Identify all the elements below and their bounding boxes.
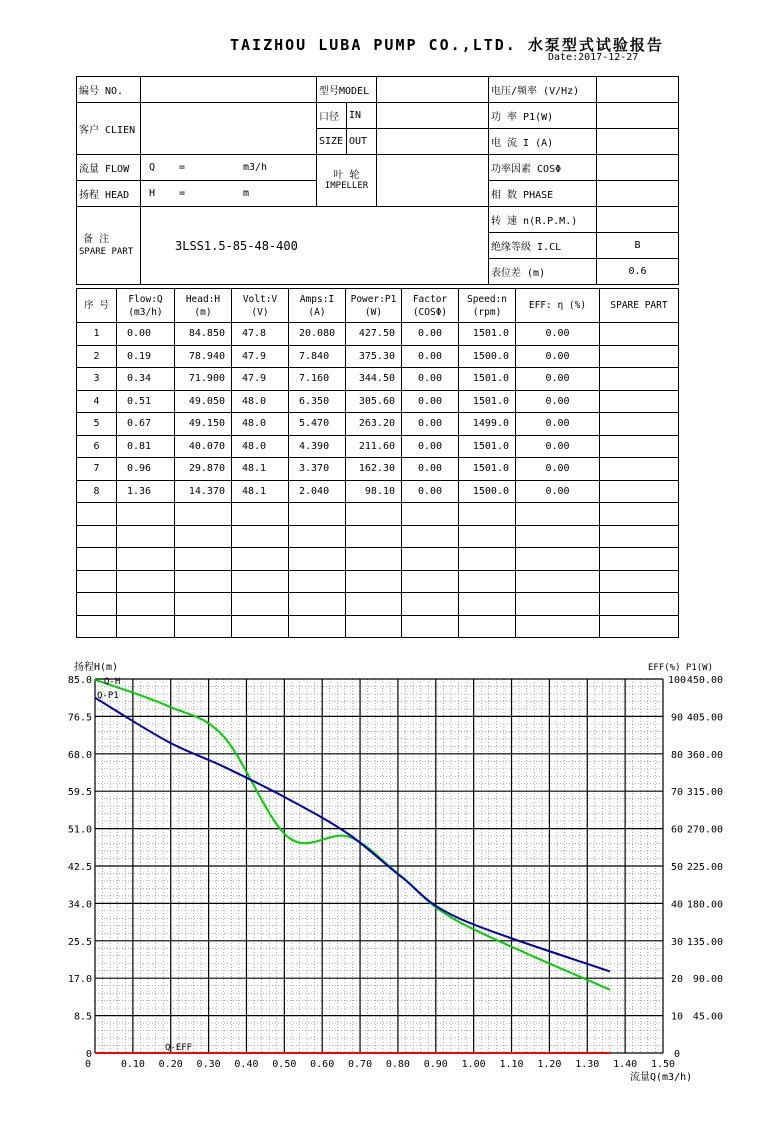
table-cell[interactable]	[289, 548, 346, 571]
no-label: 编号 NO.	[77, 77, 141, 103]
table-cell[interactable]	[346, 548, 402, 571]
table-cell[interactable]: 0.96	[117, 458, 175, 481]
bore-label: 口径	[317, 103, 347, 129]
y-head-tick-label: 85.0	[67, 675, 92, 686]
y-head-tick-label: 25.5	[67, 936, 92, 948]
y-power-tick-label: 450.00	[686, 675, 723, 686]
table-cell[interactable]: 49.050	[175, 390, 232, 413]
table-cell[interactable]: 71.900	[175, 368, 232, 391]
y-eff-tick-label: 80	[670, 749, 684, 761]
col-header-line1: Head:H	[185, 293, 221, 305]
y-eff-tick-label: 60	[670, 824, 684, 836]
table-cell[interactable]	[289, 525, 346, 548]
table-cell[interactable]	[346, 570, 402, 593]
col-header-line2: (rpm)	[472, 306, 502, 318]
speed-value[interactable]	[597, 207, 679, 233]
y-eff-tick-label: 70	[670, 787, 684, 799]
table-cell[interactable]: 1501.0	[459, 435, 516, 458]
table-cell[interactable]: 1501.0	[459, 390, 516, 413]
x-tick-label: 1.30	[575, 1059, 600, 1070]
x-tick-label: 0.40	[234, 1059, 259, 1070]
table-cell[interactable]: 98.10	[346, 480, 402, 503]
table-cell[interactable]: 29.870	[175, 458, 232, 481]
x-tick-label: 1.10	[499, 1059, 524, 1070]
table-cell[interactable]: 0.00	[402, 323, 459, 346]
table-cell[interactable]: 344.50	[346, 368, 402, 391]
table-cell[interactable]	[232, 593, 289, 616]
col-header-line1: Amps:I	[299, 293, 335, 305]
table-row	[77, 368, 679, 391]
model-label: 型号MODEL	[317, 77, 377, 103]
size-label: SIZE	[317, 129, 347, 155]
table-cell[interactable]	[516, 593, 600, 616]
flow-q: Q	[149, 162, 156, 173]
y-left-label: 扬程H(m)	[74, 662, 119, 673]
table-cell[interactable]	[600, 525, 679, 548]
flow-value[interactable]	[141, 155, 317, 181]
y-head-tick-label: 34.0	[67, 899, 92, 911]
table-cell[interactable]: 3	[77, 368, 117, 391]
table-cell[interactable]: 0.00	[402, 413, 459, 436]
table-cell[interactable]: 48.0	[232, 390, 289, 413]
table-cell[interactable]: 6	[77, 435, 117, 458]
table-cell[interactable]: 84.850	[175, 323, 232, 346]
y-power-tick-label: 45.00	[692, 1011, 723, 1023]
col-header	[175, 289, 232, 323]
remarks-label	[77, 207, 141, 285]
pf-label: 功率因素 COSΦ	[489, 155, 597, 181]
col-header	[289, 289, 346, 323]
table-cell[interactable]: 5.470	[289, 413, 346, 436]
table-cell[interactable]	[289, 593, 346, 616]
table-cell[interactable]	[600, 323, 679, 346]
table-cell[interactable]	[459, 503, 516, 526]
table-cell[interactable]	[117, 525, 175, 548]
table-row	[77, 503, 679, 526]
flow-eq: =	[179, 162, 186, 173]
col-header-line2: (V)	[251, 306, 269, 318]
table-cell[interactable]: 1500.0	[459, 480, 516, 503]
table-cell[interactable]: 49.150	[175, 413, 232, 436]
table-cell[interactable]: 0.81	[117, 435, 175, 458]
table-cell[interactable]	[175, 615, 232, 638]
table-cell[interactable]	[516, 615, 600, 638]
table-cell[interactable]: 1501.0	[459, 323, 516, 346]
y-power-tick-label: 135.00	[686, 936, 723, 948]
y-eff-tick-label: 30	[670, 936, 684, 948]
table-cell[interactable]	[346, 615, 402, 638]
col-header-line1: 序 号	[84, 300, 109, 311]
table-cell[interactable]	[175, 525, 232, 548]
table-cell[interactable]: 211.60	[346, 435, 402, 458]
table-cell[interactable]	[232, 503, 289, 526]
table-row	[77, 435, 679, 458]
y-eff-tick-label: 0	[673, 1049, 681, 1060]
table-cell[interactable]: 1	[77, 323, 117, 346]
client-value[interactable]	[141, 103, 317, 155]
table-cell[interactable]: 0.00	[516, 323, 600, 346]
table-cell[interactable]	[117, 615, 175, 638]
x-tick-label: 0	[84, 1059, 91, 1070]
table-cell[interactable]	[600, 503, 679, 526]
y-head-tick-label: 68.0	[67, 749, 92, 761]
x-tick-label: 0.20	[158, 1059, 183, 1070]
flow-label: 流量 FLOW	[77, 155, 141, 181]
table-cell[interactable]	[346, 525, 402, 548]
table-cell[interactable]: 4.390	[289, 435, 346, 458]
table-cell[interactable]	[346, 503, 402, 526]
table-cell[interactable]: 48.1	[232, 458, 289, 481]
table-cell[interactable]: 2.040	[289, 480, 346, 503]
table-cell[interactable]: 7.160	[289, 368, 346, 391]
table-cell[interactable]: 47.9	[232, 368, 289, 391]
col-header-line2: (m)	[194, 306, 212, 318]
table-cell[interactable]: 0.19	[117, 345, 175, 368]
table-cell[interactable]: 0.67	[117, 413, 175, 436]
table-cell[interactable]	[77, 503, 117, 526]
current-value[interactable]	[597, 129, 679, 155]
impeller-label	[317, 155, 377, 207]
table-cell[interactable]: 5	[77, 413, 117, 436]
table-cell[interactable]: 48.0	[232, 435, 289, 458]
table-cell[interactable]	[175, 570, 232, 593]
table-cell[interactable]	[289, 503, 346, 526]
impeller-value[interactable]	[377, 155, 489, 207]
performance-chart	[0, 655, 769, 1129]
table-cell[interactable]: 0.00	[516, 345, 600, 368]
table-cell[interactable]	[77, 615, 117, 638]
table-cell[interactable]: 0.00	[402, 390, 459, 413]
table-cell[interactable]	[516, 548, 600, 571]
table-cell[interactable]: 375.30	[346, 345, 402, 368]
col-header	[232, 289, 289, 323]
y-power-tick-label: 270.00	[686, 824, 723, 836]
y-head-tick-label: 59.5	[67, 787, 92, 799]
table-cell[interactable]: 0.00	[516, 480, 600, 503]
y-eff-tick-label: 90	[670, 712, 684, 724]
col-header-line1: Speed:n	[466, 293, 508, 305]
y-eff-tick-label: 40	[670, 899, 684, 911]
table-cell[interactable]	[402, 570, 459, 593]
table-cell[interactable]	[175, 593, 232, 616]
table-cell[interactable]: 0.00	[516, 413, 600, 436]
power-label: 功 率 P1(W)	[489, 103, 597, 129]
col-header-line2: (W)	[364, 306, 383, 318]
x-tick-label: 0.80	[385, 1059, 410, 1070]
y-right-label: EFF(%) P1(W)	[648, 663, 714, 673]
voltage-value[interactable]	[597, 77, 679, 103]
table-cell[interactable]: 427.50	[346, 323, 402, 346]
x-tick-label: 0.60	[310, 1059, 335, 1070]
col-header-line1: Factor	[412, 293, 448, 305]
table-cell[interactable]: 1501.0	[459, 458, 516, 481]
info-table	[76, 76, 679, 285]
table-cell[interactable]	[77, 593, 117, 616]
table-cell[interactable]: 0.00	[516, 368, 600, 391]
series-label-q-eff: Q-EFF	[165, 1043, 193, 1053]
table-cell[interactable]: 0.00	[402, 458, 459, 481]
table-cell[interactable]	[459, 525, 516, 548]
table-cell[interactable]: 2	[77, 345, 117, 368]
table-cell[interactable]	[600, 345, 679, 368]
col-header	[600, 289, 679, 323]
table-cell[interactable]: 0.00	[402, 480, 459, 503]
col-header	[117, 289, 175, 323]
table-row	[77, 413, 679, 436]
table-cell[interactable]	[459, 548, 516, 571]
series-label-q-p1: Q-P1	[97, 691, 119, 701]
impeller-label-en: IMPELLER	[324, 180, 369, 191]
y-head-tick-label: 42.5	[67, 862, 92, 873]
col-header-line2: (A)	[308, 306, 326, 318]
table-row	[77, 525, 679, 548]
col-header	[77, 289, 117, 323]
table-cell[interactable]	[459, 615, 516, 638]
table-cell[interactable]: 48.0	[232, 413, 289, 436]
remarks-label-en: SPARE PART	[79, 246, 134, 257]
table-cell[interactable]	[402, 503, 459, 526]
table-cell[interactable]: 1500.0	[459, 345, 516, 368]
y-eff-tick-label: 10	[670, 1011, 684, 1023]
y-power-tick-label: 315.00	[686, 787, 723, 799]
table-cell[interactable]: 4	[77, 390, 117, 413]
table-cell[interactable]	[117, 570, 175, 593]
x-tick-label: 1.20	[537, 1059, 562, 1070]
table-row	[77, 593, 679, 616]
model-value[interactable]	[377, 77, 489, 103]
pf-value[interactable]	[597, 155, 679, 181]
table-row	[77, 458, 679, 481]
table-cell[interactable]	[600, 593, 679, 616]
table-cell[interactable]: 47.8	[232, 323, 289, 346]
client-label: 客户 CLIEN	[77, 103, 141, 155]
y-eff-tick-label: 100	[667, 675, 687, 686]
col-header	[516, 289, 600, 323]
in-label: IN	[347, 103, 377, 129]
y-power-tick-label: 90.00	[692, 974, 723, 986]
table-cell[interactable]: 78.940	[175, 345, 232, 368]
table-cell[interactable]: 0.00	[402, 435, 459, 458]
table-cell[interactable]	[77, 570, 117, 593]
table-cell[interactable]	[600, 435, 679, 458]
table-header-row	[77, 289, 679, 323]
table-cell[interactable]	[402, 525, 459, 548]
report-date: Date:2017-12-27	[548, 52, 639, 63]
table-cell[interactable]	[117, 548, 175, 571]
table-cell[interactable]	[516, 570, 600, 593]
table-cell[interactable]	[600, 390, 679, 413]
col-header	[459, 289, 516, 323]
table-cell[interactable]	[516, 525, 600, 548]
table-cell[interactable]: 8	[77, 480, 117, 503]
table-row	[77, 345, 679, 368]
table-cell[interactable]	[459, 593, 516, 616]
phase-label: 相 数 PHASE	[489, 181, 597, 207]
voltage-label: 电压/频率 (V/Hz)	[489, 77, 597, 103]
table-cell[interactable]: 1501.0	[459, 368, 516, 391]
table-cell[interactable]: 48.1	[232, 480, 289, 503]
table-cell[interactable]: 305.60	[346, 390, 402, 413]
table-cell[interactable]: 263.20	[346, 413, 402, 436]
table-cell[interactable]: 7	[77, 458, 117, 481]
table-cell[interactable]: 7.840	[289, 345, 346, 368]
table-cell[interactable]	[600, 548, 679, 571]
table-cell[interactable]	[600, 368, 679, 391]
table-cell[interactable]: 14.370	[175, 480, 232, 503]
x-tick-label: 0.10	[120, 1059, 145, 1070]
table-cell[interactable]: 162.30	[346, 458, 402, 481]
insulation-value[interactable]: B	[597, 233, 679, 259]
table-cell[interactable]: 0.00	[516, 390, 600, 413]
table-cell[interactable]: 6.350	[289, 390, 346, 413]
x-tick-label: 0.90	[423, 1059, 448, 1070]
series-q-p1-line	[95, 698, 610, 972]
table-cell[interactable]	[289, 570, 346, 593]
table-row	[77, 615, 679, 638]
table-cell[interactable]: 0.34	[117, 368, 175, 391]
x-axis-label: 流量Q(m3/h)	[630, 1072, 693, 1083]
y-eff-tick-label: 50	[670, 862, 684, 873]
table-cell[interactable]	[175, 548, 232, 571]
head-eq: =	[179, 188, 186, 199]
table-cell[interactable]	[117, 503, 175, 526]
table-cell[interactable]: 3.370	[289, 458, 346, 481]
table-cell[interactable]: 0.00	[402, 345, 459, 368]
out-label: OUT	[347, 129, 377, 155]
flow-unit: m3/h	[243, 162, 268, 173]
col-header-line1: Flow:Q	[128, 293, 163, 305]
table-row	[77, 548, 679, 571]
y-power-tick-label: 405.00	[686, 712, 723, 724]
phase-value[interactable]	[597, 181, 679, 207]
col-header-line1: EFF: η (%)	[528, 300, 587, 311]
x-tick-label: 0.70	[348, 1059, 373, 1070]
col-header-line1: SPARE PART	[610, 300, 668, 311]
no-value[interactable]	[141, 77, 317, 103]
table-cell[interactable]	[232, 525, 289, 548]
y-power-tick-label: 225.00	[686, 862, 723, 873]
table-row	[77, 570, 679, 593]
y-head-tick-label: 0	[85, 1049, 92, 1060]
gauge-value[interactable]: 0.6	[597, 259, 679, 285]
x-tick-label: 1.00	[461, 1059, 486, 1070]
table-cell[interactable]	[600, 570, 679, 593]
table-cell[interactable]: 40.070	[175, 435, 232, 458]
power-value[interactable]	[597, 103, 679, 129]
table-cell[interactable]	[232, 570, 289, 593]
col-header-line2: (COSΦ)	[412, 306, 448, 318]
table-cell[interactable]	[232, 615, 289, 638]
table-row	[77, 323, 679, 346]
y-head-tick-label: 17.0	[67, 974, 92, 986]
col-header	[402, 289, 459, 323]
speed-label: 转 速 n(R.P.M.)	[489, 207, 597, 233]
head-unit: m	[243, 188, 250, 199]
x-tick-label: 0.30	[196, 1059, 221, 1070]
y-power-tick-label: 180.00	[686, 899, 723, 911]
out-value[interactable]	[377, 129, 489, 155]
report-title: TAIZHOU LUBA PUMP CO.,LTD. 水泵型式试验报告	[230, 36, 664, 54]
head-h: H	[149, 188, 156, 199]
table-cell[interactable]	[402, 615, 459, 638]
table-row	[77, 390, 679, 413]
table-cell[interactable]	[346, 593, 402, 616]
x-tick-label: 1.50	[650, 1059, 676, 1070]
table-cell[interactable]	[232, 548, 289, 571]
table-cell[interactable]: 0.51	[117, 390, 175, 413]
head-value[interactable]	[141, 181, 317, 207]
table-cell[interactable]	[77, 548, 117, 571]
table-cell[interactable]	[459, 570, 516, 593]
table-cell[interactable]: 47.9	[232, 345, 289, 368]
x-tick-label: 0.50	[272, 1059, 297, 1070]
y-power-tick-label: 360.00	[686, 749, 723, 761]
y-head-tick-label: 51.0	[67, 824, 92, 836]
table-cell[interactable]	[516, 503, 600, 526]
table-cell[interactable]	[600, 480, 679, 503]
table-cell[interactable]	[600, 458, 679, 481]
test-data-table	[76, 288, 679, 638]
head-label: 扬程 HEAD	[77, 181, 141, 207]
chart-grid	[95, 679, 663, 1053]
y-eff-tick-label: 20	[670, 974, 684, 986]
remarks-value[interactable]: 3LSS1.5-85-48-400	[141, 207, 489, 285]
gauge-label: 表位差 (m)	[489, 259, 597, 285]
table-cell[interactable]: 0.00	[402, 368, 459, 391]
table-cell[interactable]	[117, 593, 175, 616]
current-label: 电 流 I (A)	[489, 129, 597, 155]
impeller-label-cn: 叶 轮	[333, 169, 360, 181]
table-cell[interactable]	[289, 615, 346, 638]
col-header-line1: Power:P1	[350, 293, 397, 305]
table-cell[interactable]	[600, 615, 679, 638]
col-header-line2: (m3/h)	[128, 306, 163, 318]
y-head-tick-label: 8.5	[73, 1011, 92, 1023]
table-cell[interactable]: 1.36	[117, 480, 175, 503]
table-cell[interactable]: 20.080	[289, 323, 346, 346]
table-cell[interactable]	[600, 413, 679, 436]
table-cell[interactable]	[77, 525, 117, 548]
in-value[interactable]	[377, 103, 489, 129]
table-cell[interactable]: 1499.0	[459, 413, 516, 436]
table-row	[77, 480, 679, 503]
insulation-label: 绝缘等级 I.CL	[489, 233, 597, 259]
remarks-label-cn: 备 注	[83, 233, 110, 245]
table-cell[interactable]	[175, 503, 232, 526]
col-header	[346, 289, 402, 323]
x-tick-label: 1.40	[613, 1059, 638, 1070]
table-cell[interactable]: 0.00	[516, 435, 600, 458]
table-cell[interactable]: 0.00	[117, 323, 175, 346]
series-label-q-h: Q-H	[104, 677, 121, 687]
table-cell[interactable]	[402, 548, 459, 571]
table-cell[interactable]	[402, 593, 459, 616]
y-head-tick-label: 76.5	[67, 712, 92, 724]
col-header-line1: Volt:V	[242, 293, 278, 305]
table-cell[interactable]: 0.00	[516, 458, 600, 481]
